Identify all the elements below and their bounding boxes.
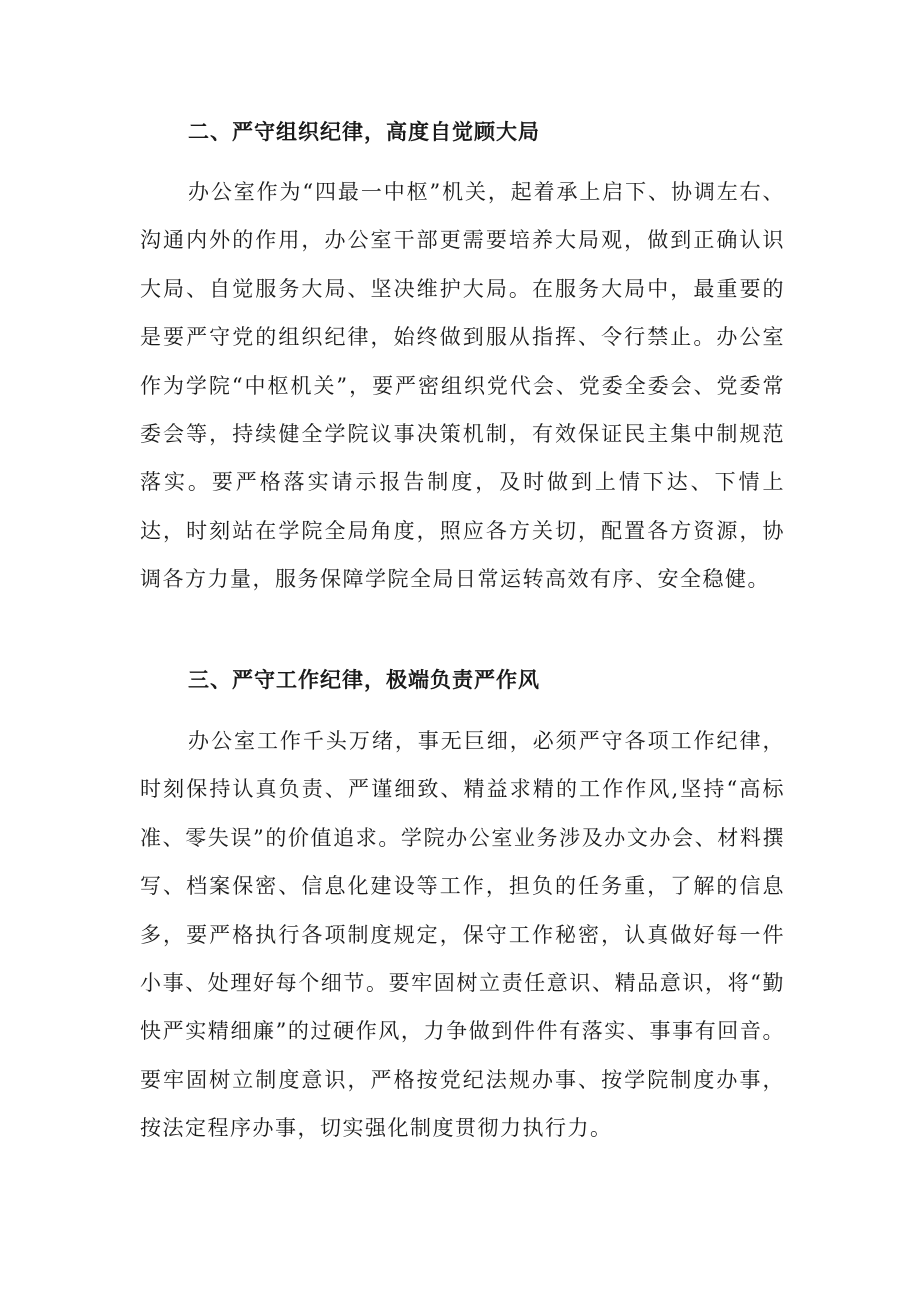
section-heading: 三、严守工作纪律，极端负责严作风 [188, 667, 540, 692]
section-heading: 二、严守组织纪律，高度自觉顾大局 [188, 119, 540, 144]
section-paragraph: 办公室工作千头万绪，事无巨细，必须严守各项工作纪律，时刻保持认真负责、严谨细致、精益求精的工作作风,坚持“高标准、零失误”的价值追求。学院办公室业务涉及办文办会、材料撰写、档案保密、信息化建设等工作，担负的任务重，了解的信息多，要严格执行各项制度规定，保守工作秘密，认真做好每一件小事、处理好每个细节。要牢固树立责任意识、精品意识，将“勤快严实精细廉”的过硬作风，力争做到件件有落实、事事有回音。要牢固树立制度意识，严格按党纪法规办事、按学院制度办事，按法定程序办事，切实强化制度贯彻力执行力。 [140, 729, 785, 1141]
section-paragraph: 办公室作为“四最一中枢”机关，起着承上启下、协调左右、沟通内外的作用，办公室干部更需要培养大局观，做到正确认识大局、自觉服务大局、坚决维护大局。在服务大局中，最重要的是要严守党的组织纪律，始终做到服从指挥、令行禁止。办公室作为学院“中枢机关”，要严密组织党代会、党委全委会、党委常委会等，持续健全学院议事决策机制，有效保证民主集中制规范落实。要严格落实请示报告制度，及时做到上情下达、下情上达，时刻站在学院全局角度，照应各方关切，配置各方资源，协调各方力量，服务保障学院全局日常运转高效有序、安全稳健。 [140, 180, 785, 592]
